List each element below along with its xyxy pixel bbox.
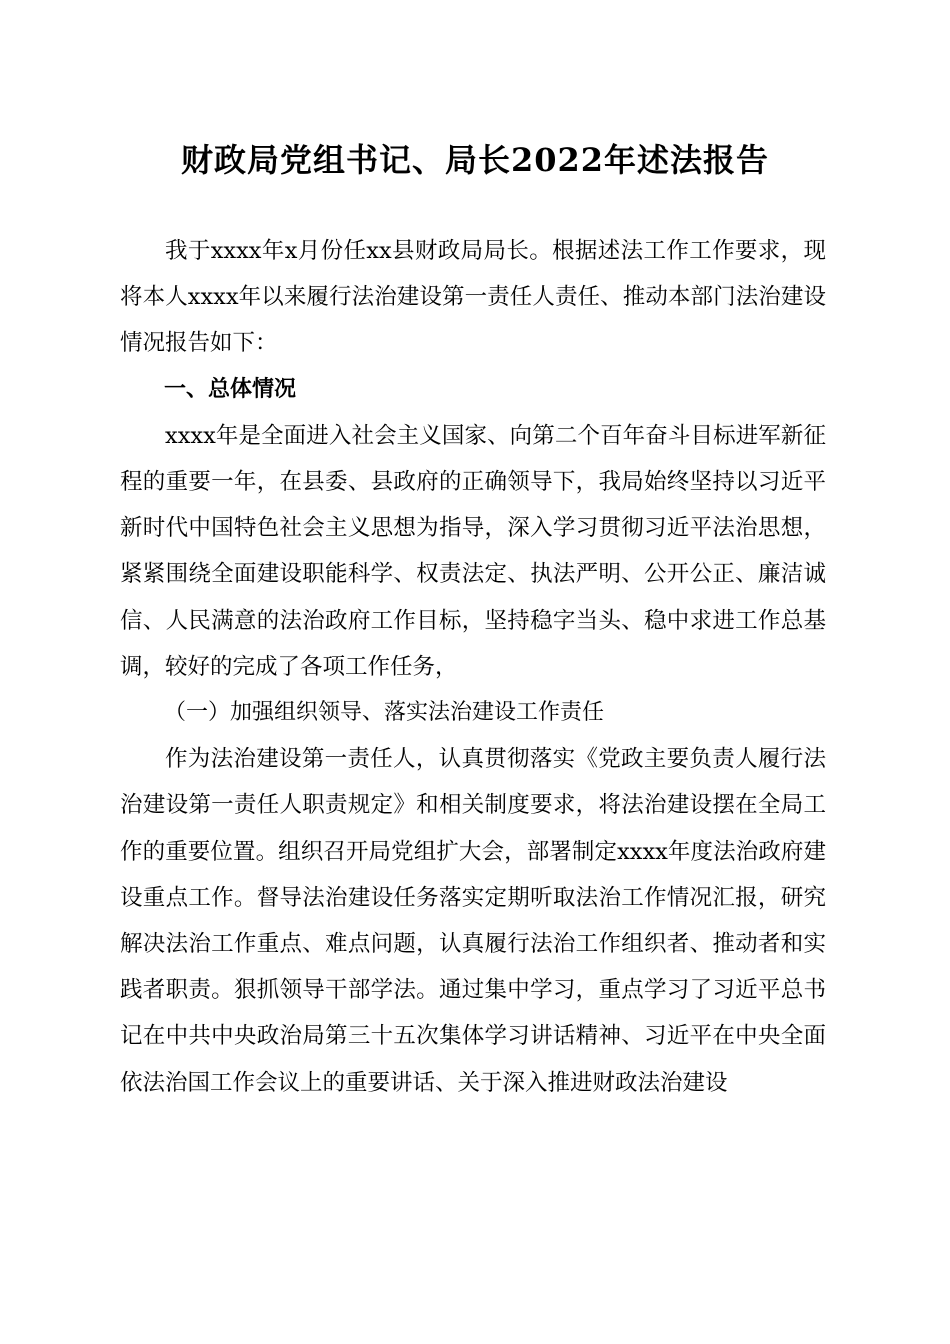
document-body [120,228,826,1106]
paragraph-intro: 我于xxxx年x月份任xx县财政局局长。根据述法工作工作要求，现将本人xxxx年以来履行法治建设第一责任人责任、推动本部门法治建设情况报告如下： [120,238,826,357]
paragraph-leadership: 作为法治建设第一责任人，认真贯彻落实《党政主要负责人履行法治建设第一责任人职责规定》和相关制度要求，将法治建设摆在全局工作的重要位置。组织召开局党组扩大会，部署制定xxxx年度法治政府建设重点工作。督导法治建设任务落实定期听取法治工作情况汇报，研究解决法治工作重点、难点问题，认真履行法治工作组织者、推动者和实践者职责。狠抓领导干部学法。通过集中学习，重点学习了习近平总书记在中共中央政治局第三十五次集体学习讲话精神、习近平在中央全面依法治国工作会议上的重要讲话、关于深入推进财政法治建设 [120,746,826,1096]
section-heading-overview: 一、总体情况 [164,376,297,402]
subsection-heading-leadership: （一）加强组织领导、落实法治建设工作责任 [164,700,605,726]
document-title: 财政局党组书记、局长2022年述法报告 [180,141,770,179]
paragraph-overview: xxxx年是全面进入社会主义国家、向第二个百年奋斗目标进军新征程的重要一年，在县委、县政府的正确领导下，我局始终坚持以习近平新时代中国特色社会主义思想为指导，深入学习贯彻习近平法治思想，紧紧围绕全面建设职能科学、权责法定、执法严明、公开公正、廉洁诚信、人民满意的法治政府工作目标，坚持稳字当头、稳中求进工作总基调，较好的完成了各项工作任务， [120,422,826,680]
